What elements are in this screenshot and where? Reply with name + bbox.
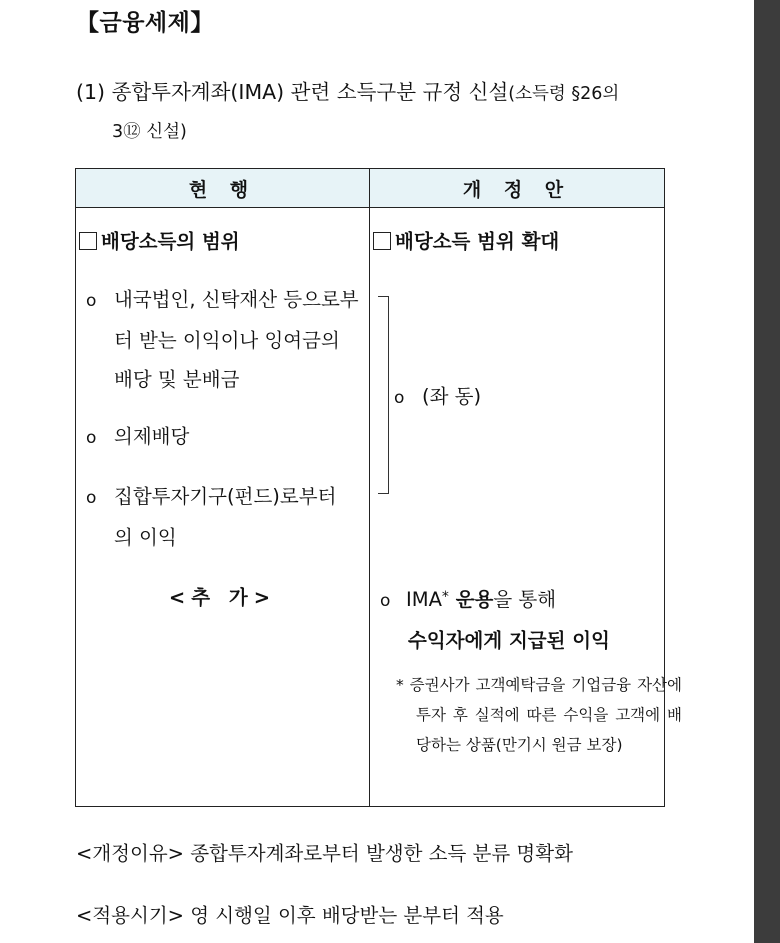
proposed-footnote: * 증권사가 고객예탁금을 기업금융 자산에 투자 후 실적에 따른 수익을 고객에 배당하는 상품(만기시 원금 보장) (396, 676, 682, 754)
column-header-current: 현 행 (76, 169, 370, 208)
proposed-same: o (좌 동) (394, 377, 481, 418)
checkbox-icon (79, 232, 97, 250)
bullet-circle-icon: o (86, 428, 97, 448)
section-heading: 【금융세제】 (76, 10, 214, 36)
bullet-circle-icon: o (394, 388, 405, 408)
current-cell (76, 208, 370, 807)
add-label: <추 가> (168, 586, 277, 609)
column-header-proposed: 개 정 안 (370, 169, 665, 208)
bullet-circle-icon: o (380, 591, 391, 611)
bullet-circle-icon: o (86, 291, 97, 311)
checkbox-icon (373, 232, 391, 250)
item-title-ref-cont: 3⑫ 신설) (112, 122, 187, 142)
proposed-box-title-text: 배당소득 범위 확대 (395, 230, 560, 253)
bullet-circle-icon: o (86, 488, 97, 508)
bracket-line (378, 296, 389, 494)
item-title-main: 종합투자계좌(IMA) 관련 소득구분 규정 신설 (111, 80, 509, 104)
vertical-scrollbar[interactable] (754, 0, 780, 943)
comparison-table (75, 168, 682, 807)
current-box-title (79, 226, 240, 254)
proposed-box-title (373, 226, 559, 254)
amendment-reason: <개정이유> 종합투자계좌로부터 발생한 소득 분류 명확화 (76, 842, 573, 865)
item-number: (1) (76, 80, 106, 104)
item-title-ref: (소득령 §26의 (508, 84, 620, 104)
current-bullet-2: o 의제배당 (86, 417, 394, 458)
item-title (76, 74, 686, 150)
current-bullet-3: o 집합투자기구(펀드)로부터 의 이익 (86, 477, 394, 557)
proposed-new-item: o IMA* 운용을 통해 수익자에게 지급된 이익 (380, 580, 662, 660)
current-bullet-1: o 내국법인, 신탁재산 등으로부 터 받는 이익이나 잉여금의 배당 및 분배금 (86, 280, 394, 399)
application-date: <적용시기> 영 시행일 이후 배당받는 분부터 적용 (76, 904, 504, 927)
proposed-cell (370, 208, 682, 807)
current-box-title-text: 배당소득의 범위 (101, 230, 240, 253)
